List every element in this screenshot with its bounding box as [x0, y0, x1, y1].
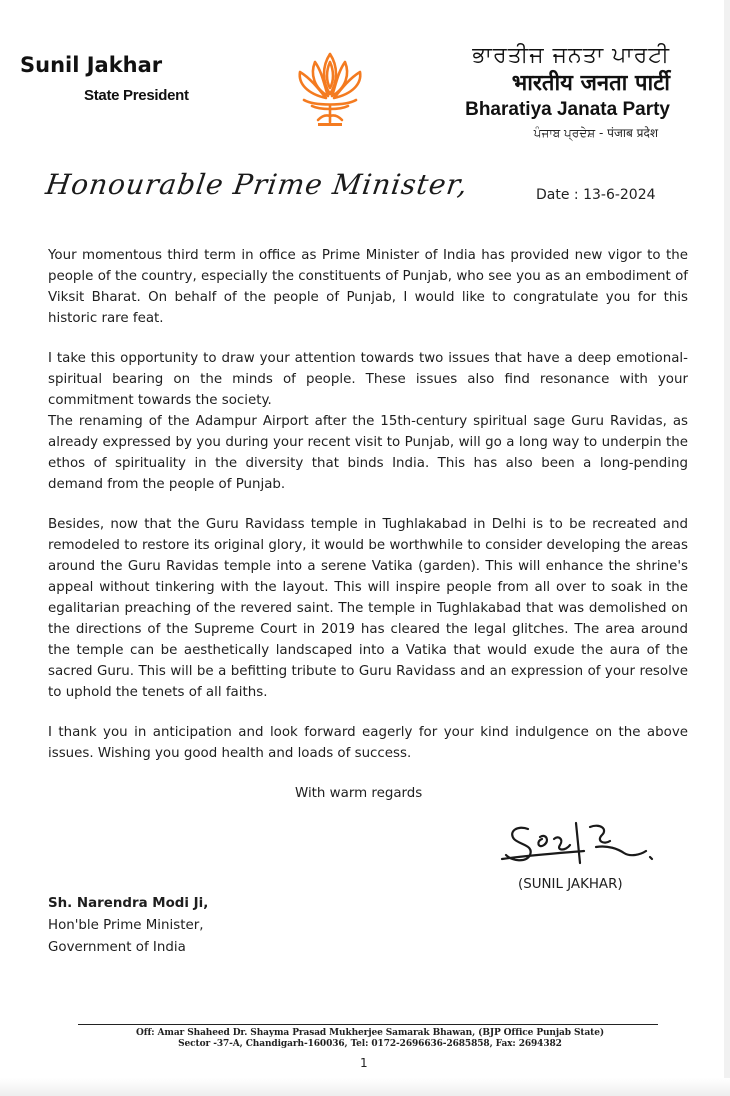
footer-divider [78, 1024, 658, 1025]
sender-name: Sunil Jakhar [20, 53, 163, 77]
signature-icon [500, 815, 670, 875]
party-name-hindi: भारतीय जनता पार्टी [511, 71, 670, 96]
footer-address-line1: Off: Amar Shaheed Dr. Shayma Prasad Mukherjee Samarak Bhawan, (BJP Office Punjab State) [135, 1028, 605, 1038]
scan-edge-shadow [724, 0, 730, 1096]
paragraph-congratulations: Your momentous third term in office as Prime Minister of India has provided new vigor to the people of the country, especially the constituents of Punjab, who see you as an embodiment of Viksit Bharat. On behalf of the people of Punjab, I would like to congratulate you for this historic rare feat. [48, 248, 688, 326]
paragraph-thanks: I thank you in anticipation and look forward eagerly for your kind indulgence on the above issues. Wishing you good health and loads of success. [48, 725, 688, 761]
recipient-name: Sh. Narendra Modi Ji, [48, 896, 209, 911]
party-state-unit: ਪੰਜਾਬ ਪ੍ਰਦੇਸ਼ - पंजाब प्रदेश [533, 126, 658, 140]
party-letterhead [430, 42, 670, 144]
recipient-organization: Government of India [48, 940, 186, 955]
paragraph-issues-intro: I take this opportunity to draw your attention towards two issues that have a deep emotional-spiritual bearing on the minds of people. These issues also find resonance with your commitment towards the society. [48, 351, 688, 408]
salutation: Honourable Prime Minister, [43, 168, 471, 201]
footer-address-line2: Sector -37-A, Chandigarh-160036, Tel: 0172-2696636-2685858, Fax: 2694382 [178, 1039, 562, 1049]
page-number: 1 [360, 1056, 368, 1070]
scan-bottom-shadow [0, 1078, 730, 1096]
party-name-english: Bharatiya Janata Party [465, 99, 670, 120]
letter-body [48, 245, 688, 764]
signer-name: (SUNIL JAKHAR) [518, 877, 623, 892]
closing-regards: With warm regards [295, 786, 423, 801]
paragraph-temple-vatika: Besides, now that the Guru Ravidass temple in Tughlakabad in Delhi is to be recreated and remodeled to restore its original glory, it would be worthwhile to consider developing the areas around the Guru Ravidas temple into a serene Vatika (garden). This will enhance the shrine's appeal without tinkering with the layout. This will inspire people from all over to soak in the egalitarian preaching of the revered saint. The temple in Tughlakabad that was demolished on the directions of the Supreme Court in 2019 has cleared the legal glitches. The area around the temple can be aesthetically landscaped into a Vatika that would exude the aura of the sacred Guru. This will be a befitting tribute to Guru Ravidass and an expression of your resolve to uphold the tenets of all faiths. [48, 517, 688, 700]
recipient-block [48, 893, 208, 959]
recipient-title: Hon'ble Prime Minister, [48, 918, 204, 933]
letter-date: Date : 13-6-2024 [536, 187, 656, 203]
paragraph-airport-renaming: The renaming of the Adampur Airport after the 15th-century spiritual sage Guru Ravidas, as already expressed by you during your recent visit to Punjab, will go a long way to underpin the ethos of spirituality in the diversity that binds India. This has also been a long-pending demand from the people of Punjab. [48, 414, 688, 492]
sender-title: State President [84, 87, 189, 104]
party-name-gurmukhi: ਭਾਰਤੀਜ ਜਨਤਾ ਪਾਰਟੀ [472, 43, 670, 68]
bjp-lotus-logo-icon [288, 44, 372, 130]
